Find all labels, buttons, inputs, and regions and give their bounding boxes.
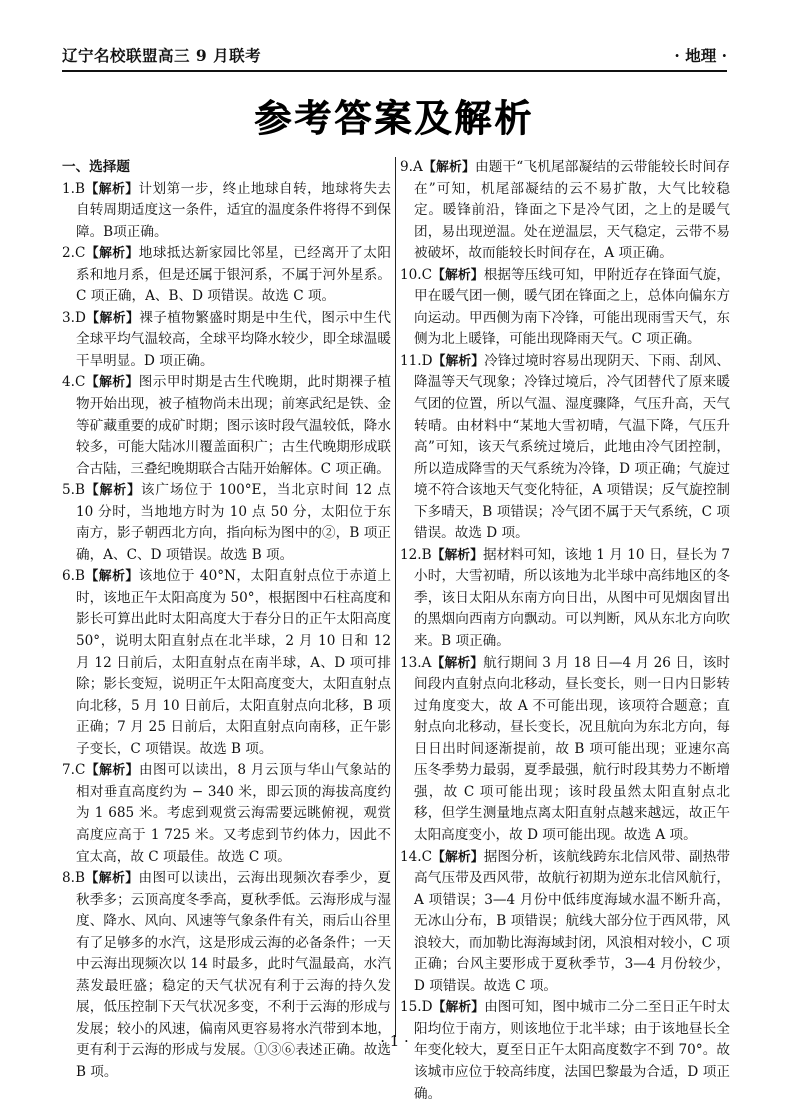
answer-item: [400, 847, 730, 998]
answer-letter: D: [421, 999, 433, 1016]
question-number: 4.: [62, 374, 75, 391]
analysis-text: 图示甲时期是古生代晚期，此时期裸子植物开始出现，被子植物尚未出现；前寒武纪是铁、金等矿藏重要的成矿时期；图示该时段气温较低，降水较多，可能大陆冰川覆盖面积广；古生代晚期形成联合古陆，三叠纪晚期联合古陆开始解体。C 项正确。: [76, 374, 392, 477]
answer-item: [62, 308, 391, 373]
question-number: 6.: [62, 568, 75, 585]
answer-letter: C: [74, 762, 86, 779]
question-number: 9.: [400, 159, 413, 175]
analysis-text: 根据等压线可知，甲附近存在锋面气旋，甲在暖气团一侧，暖气团在锋面之上，总体向偏东方向运动。甲西侧为南下冷锋，可能出现雨雪天气，东侧为北上暖锋，可能出现降雨天气。C 项正确。: [414, 266, 731, 348]
analysis-tag: 【解析】: [432, 353, 485, 369]
answer-letter: D: [421, 352, 433, 369]
analysis-text: 该广场位于 100°E，当北京时间 12 点 10 分时，当地地方时为 10 点 50 分，太阳位于东南方，影子朝西北方向，指向标为图中的②，B 项正确，A、C、D 项错误。故选 B 项。: [76, 482, 392, 563]
analysis-tag: 【解析】: [431, 655, 484, 671]
answer-letter: C: [74, 374, 86, 391]
analysis-tag: 【解析】: [432, 1000, 485, 1016]
left-item-list: [62, 179, 391, 1084]
analysis-text: 该地位于 40°N，太阳直射点位于赤道上时，该地正午太阳高度为 50°，根据图中石柱高度和影长可算出此时太阳高度大于春分日的正午太阳高度 50°，说明太阳直射点在北半球，2 月 10 日和 12 月 12 日前后，太阳直射点在南半球，A、D 项可排除；影长变短，说明正午太阳高度变大，太阳直射点向北移，5 月 10 日前后，太阳直射点向北移，B 项正确；7 月 25 日前后，太阳直射点向南移，正午影子变长，C 项错误。故选 B 项。: [76, 568, 392, 757]
question-number: 14.: [400, 848, 422, 865]
analysis-tag: 【解析】: [85, 763, 139, 779]
answer-letter: B: [74, 870, 85, 887]
analysis-tag: 【解析】: [85, 310, 140, 326]
question-number: 12.: [400, 546, 422, 563]
answer-item: [400, 157, 730, 265]
analysis-tag: 【解析】: [422, 160, 475, 175]
analysis-text: 据材料可知，该地 1 月 10 日，昼长为 7 小时，大雪初晴，所以该地为北半球中高纬地区的冬季，该日太阳从东南方向日出，从图中可见烟囱冒出的黑烟向西南方向飘动。可以判断，风从东北方向吹来。B 项正确。: [414, 546, 730, 650]
analysis-tag: 【解析】: [432, 267, 484, 283]
answer-item: [400, 997, 730, 1105]
analysis-tag: 【解析】: [84, 181, 139, 197]
analysis-text: 据图分析，该航线跨东北信风带、副热带高气压带及西风带，故航行初期为逆东北信风航行，A 项错误；3—4 月份中低纬度海域水温不断升高，无冰山分布，B 项错误；航线大部分位于西风带，风浪较大，而加勒比海海域封闭，风浪相对较小，C 项正确；台风主要形成于夏秋季节，3—4 月份较少，D 项错误。故选 C 项。: [414, 848, 731, 994]
question-number: 1.: [62, 180, 75, 197]
question-number: 7.: [62, 762, 75, 779]
left-column: [62, 157, 391, 1084]
analysis-tag: 【解析】: [84, 871, 139, 887]
analysis-text: 计划第一步，终止地球自转，地球将失去自转周期适度这一条件，适宜的温度条件将得不到保障。B项正确。: [76, 180, 392, 240]
answer-letter: B: [421, 546, 432, 563]
answer-letter: B: [74, 568, 85, 585]
analysis-text: 由题干“飞机尾部凝结的云带能较长时间存在”可知，机尾部凝结的云不易扩散，大气比较稳定。暖锋前沿，锋面之下是冷气团，之上的是暖气团，易出现逆温。处在逆温层，天气稳定，云带不易被破坏，故而能较长时间存在，A 项正确。: [414, 159, 731, 262]
question-number: 11.: [400, 352, 422, 369]
right-column: [400, 157, 730, 1105]
answer-letter: A: [412, 159, 423, 175]
answer-letter: D: [74, 309, 86, 326]
question-number: 3.: [62, 309, 75, 326]
analysis-tag: 【解析】: [431, 547, 483, 563]
answer-item: [400, 265, 730, 351]
answer-item: [62, 243, 391, 308]
analysis-text: 由图可知，图中城市二分二至日正午时太阳均位于南方，则该地位于北半球；由于该地昼长全年变化较大，夏至日正午太阳高度数字不到 70°。故该城市应位于较高纬度，法国巴黎最为合适，D 项正确。: [414, 999, 731, 1102]
answer-item: [62, 480, 391, 566]
analysis-text: 裸子植物繁盛时期是中生代，图示中生代全球平均气温较高，全球平均降水较少，即全球温暖干旱明显。D 项正确。: [76, 309, 392, 369]
question-number: 2.: [62, 245, 75, 262]
header-exam-name: 辽宁名校联盟高三 9 月联考: [62, 46, 262, 65]
question-number: 13.: [400, 654, 422, 671]
answer-item: [400, 653, 730, 847]
analysis-tag: 【解析】: [432, 849, 484, 865]
answer-letter: B: [74, 180, 85, 197]
analysis-text: 由图可以读出，8 月云顶与华山气象站的相对垂直高度约为 − 340 米，即云顶的海拔高度约为 1 685 米。考虑到观赏云海需要远眺俯视，观赏高度应高于 1 725 米。又考虑到节约体力，因此不宜太高，故 C 项最佳。故选 C 项。: [76, 762, 392, 865]
answer-item: [62, 179, 391, 244]
answer-item: [62, 868, 391, 1083]
header-subject: · 地理 ·: [674, 46, 727, 65]
analysis-text: 航行期间 3 月 18 日—4 月 26 日，该时间段内直射点向北移动，昼长变长，则一日内日影转过角度变大，故 A 不可能出现，该项符合题意；直射点向北移动，昼长变长，况且航向为东北方向，每日日出时间逐渐提前，故 B 项可能出现；亚速尔高压冬季势力最弱，夏季最强，航行时段其势力不断增强，故 C 项可能出现；该时段虽然太阳直射点北移，但学生测量地点离太阳直射点越来越远，故正午太阳高度变小，故 D 项可能出现。故选 A 项。: [414, 654, 731, 843]
answer-item: [400, 351, 730, 545]
answer-letter: A: [421, 654, 432, 671]
analysis-tag: 【解析】: [85, 375, 139, 391]
question-number: 10.: [400, 266, 422, 283]
answer-letter: C: [74, 245, 86, 262]
analysis-tag: 【解析】: [85, 246, 139, 262]
analysis-text: 冷锋过境时容易出现阴天、下雨、刮风、降温等天气现象；冷锋过境后，冷气团替代了原来暖气团的位置，所以气温、湿度骤降，气压升高，天气转晴。由材料中“某地大雪初晴，气温下降，气压升高”可知，该天气系统过境后，此地由冷气团控制，所以造成降雪的天气系统为冷锋，D 项正确；气旋过境不符合该地天气变化特征，A 项错误；反气旋控制下多晴天，B 项错误；冷气团不属于天气系统，C 项错误。故选 D 项。: [414, 352, 731, 542]
page-title: 参考答案及解析: [254, 97, 535, 140]
analysis-tag: 【解析】: [84, 483, 141, 499]
column-divider: [395, 157, 396, 1037]
answer-item: [62, 566, 391, 760]
answer-letter: C: [421, 266, 433, 283]
answer-item: [62, 760, 391, 868]
analysis-text: 由图可以读出，云海出现频次春季少，夏秋季多；云顶高度冬季高，夏秋季低。云海形成与湿度、降水、风向、风速等气象条件有关，雨后山谷里有了足够多的水汽，这是形成云海的必备条件；一天中云海出现频次以 14 时最多，此时气温最高，水汽蒸发最旺盛；稳定的天气状况有利于云海的持久发展，低压控制下天气状况多变，不利于云海的形成与发展；较小的风速，偏南风更容易将水汽带到本地，更有利于云海的形成与发展。①③⑥表述正确。故选 B 项。: [76, 870, 392, 1080]
question-number: 8.: [62, 870, 75, 887]
answer-letter: C: [421, 848, 433, 865]
answer-letter: B: [74, 482, 85, 499]
answer-item: [62, 372, 391, 480]
analysis-tag: 【解析】: [84, 569, 139, 585]
question-number: 15.: [400, 999, 422, 1016]
answer-item: [400, 545, 730, 653]
question-number: 5.: [62, 482, 75, 499]
analysis-text: 地球抵达新家园比邻星，已经离开了太阳系和地月系，但是还属于银河系，不属于河外星系。C 项正确，A、B、D 项错误。故选 C 项。: [76, 245, 392, 305]
section-heading: 一、选择题: [62, 159, 130, 175]
right-item-list: [400, 157, 730, 1105]
page-number: · 1 ·: [380, 1032, 409, 1050]
page-header: [62, 40, 727, 72]
